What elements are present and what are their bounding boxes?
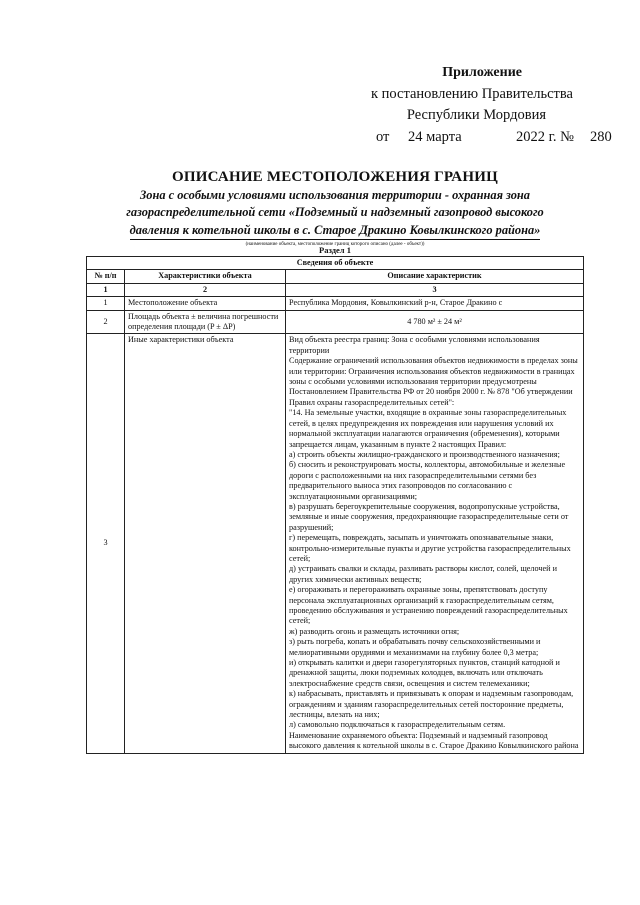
desc-paragraph: Наименование охраняемого объекта: Подземный и надземный газопровод высокого давления к котельной школы в с. Старое Дракино Ковылкинского района [289,730,579,751]
row-description [286,334,584,753]
desc-paragraph: и) открывать калитки и двери газорегуляторных пунктов, станций катодной и дренажной защиты, люки подземных колодцев, включать или отключать электроснабжение средств связи, освещения и систем телемеханики; [289,658,560,688]
desc-paragraph: л) самовольно подключаться к газораспределительным сетям. [289,720,506,730]
document-title: ОПИСАНИЕ МЕСТОПОЛОЖЕНИЯ ГРАНИЦ [172,169,498,185]
appendix-line-1: к постановлению Правительства [371,86,573,102]
table-row [87,310,584,334]
header-description: Описание характеристик [286,270,584,283]
subtitle-line-1: Зона с особыми условиями использования территории - охранная зона [139,188,531,202]
date-prefix: от [376,129,390,145]
column-number-2: 2 [125,283,286,296]
desc-paragraph: в) разрушать берегоукрепительные сооружения, водопропускные устройства, земляные и иные сооружения, предохраняющие газораспределительные сети от разрушений; [289,501,569,532]
column-number-3: 3 [286,283,584,296]
column-number-1: 1 [87,283,125,296]
row-description: Республика Мордовия, Ковылкинский р-н, Старое Дракино с [286,297,584,310]
row-num: 1 [87,297,125,310]
appendix-title: Приложение [442,65,522,80]
object-info-table [86,256,584,754]
header-characteristics: Характеристики объекта [125,270,286,283]
date-day-month: 24 марта [408,129,462,145]
table-row [87,334,584,753]
document-heading [86,167,584,248]
desc-paragraph: Содержание ограничений использования объектов недвижимости в пределах зоны или территории: Ограничения использования объектов недвижимости в границах зоны с особыми условиями использования территории предусмотрены Постановлением Правительства РФ от 20 ноября 2000 г. № 878 "Об утверждении Правил охраны газораспределительных сетей": [289,356,578,407]
table-header-row [87,270,584,283]
table-caption-row [87,257,584,270]
row-characteristic: Иные характеристики объекта [125,334,286,753]
row-num: 2 [87,310,125,334]
desc-paragraph: а) строить объекты жилищно-гражданского и производственного назначения; [289,449,560,459]
desc-paragraph: "14. На земельные участки, входящие в охранные зоны газораспределительных сетей, в целях предупреждения их повреждения или нарушения условий их нормальной эксплуатации налагаются ограничения (обременения), которыми запрещается лицам, указанным в пункте 2 настоящих Правил: [289,408,567,449]
desc-paragraph: б) сносить и реконструировать мосты, коллекторы, автомобильные и железные дороги с расположенными на них газораспределительными сетями без предварительного выноса этих газопроводов по согласованию с эксплуатационными организациями; [289,460,566,501]
column-number-row [87,283,584,296]
desc-paragraph: ж) разводить огонь и размещать источники огня; [289,626,460,636]
table-row [87,297,584,310]
subtitle-line-3: давления к котельной школы в с. Старое Дракино Ковылкинского района» [130,222,541,240]
header-num: № п/п [87,270,125,283]
desc-paragraph: д) устраивать свалки и склады, разливать растворы кислот, солей, щелочей и других химически активных веществ; [289,564,557,584]
desc-paragraph: з) рыть погреба, копать и обрабатывать почву сельскохозяйственными и мелиоративными орудиями и механизмами на глубину более 0,3 метра; [289,637,541,657]
subtitle-line-2: газораспределительной сети «Подземный и надземный газопровод высокого [126,205,544,219]
row-characteristic: Местоположение объекта [125,297,286,310]
section-label: Раздел 1 [319,245,351,255]
appendix-line-2: Республики Мордовия [406,107,546,123]
desc-paragraph: е) огораживать и перегораживать охранные зоны, препятствовать доступу персонала эксплуатационных организаций к газораспределительным сетям, проведению обслуживания и устранению повреждений газораспределительных сетей; [289,585,568,626]
row-num: 3 [87,334,125,753]
desc-paragraph: к) набрасывать, приставлять и привязывать к опорам и надземным газопроводам, ограждениям и зданиям газораспределительных сетей посторонние предметы, лестницы, влезать на них; [289,689,574,720]
desc-paragraph: Вид объекта реестра границ: Зона с особыми условиями использования территории [289,335,540,355]
date-year: 2022 г. № [516,129,575,145]
appendix-block [368,62,618,148]
desc-paragraph: г) перемещать, повреждать, засыпать и уничтожать опознавательные знаки, контрольно-измерительные пункты и другие устройства газораспределительных сетей; [289,533,571,563]
heading-note: (наименование объекта, местоположение границ которого описано (далее - объект)) [245,242,425,247]
row-description: 4 780 м² ± 24 м² [286,310,584,334]
row-characteristic: Площадь объекта ± величина погрешности определения площади (P ± ΔP) [125,310,286,334]
appendix-date [368,126,618,148]
table-caption: Сведения об объекте [87,257,584,270]
decree-number: 280 [590,129,612,145]
